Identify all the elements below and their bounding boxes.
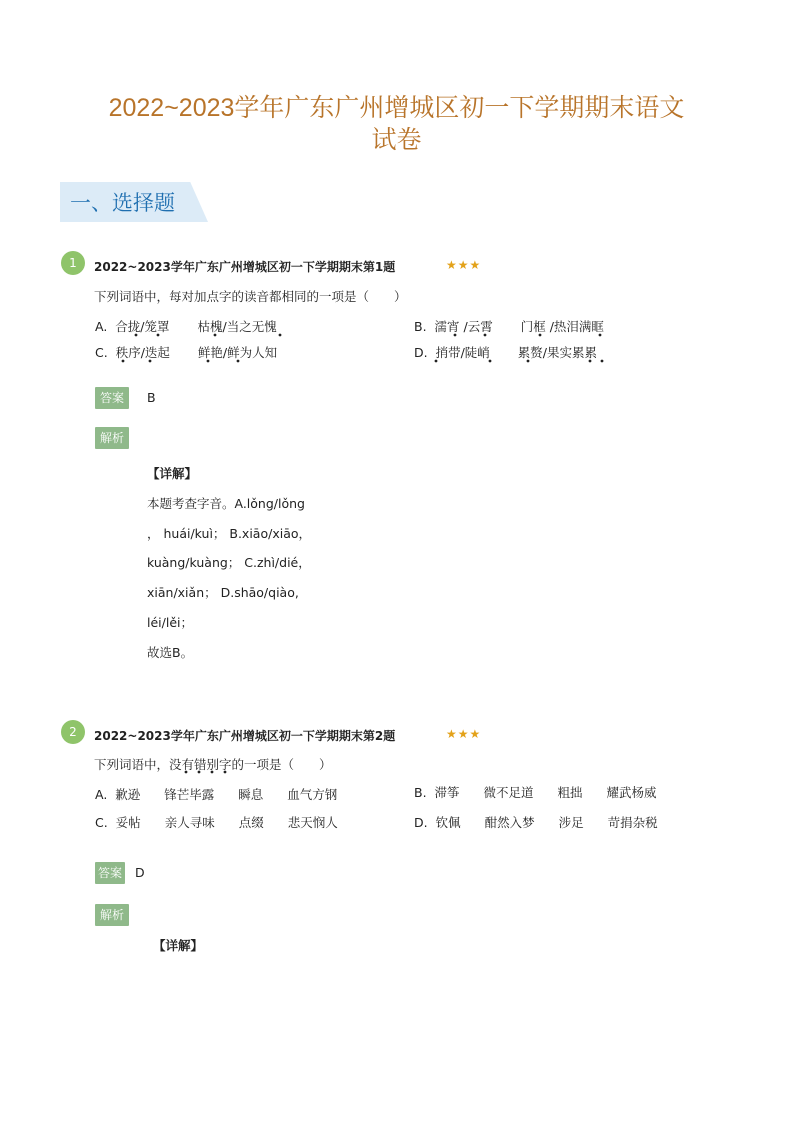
title-line-1: 2022~2023学年广东广州增城区初一下学期期末语文 bbox=[108, 94, 685, 122]
emphasis-dot bbox=[122, 360, 125, 363]
analysis-tag: 解析 bbox=[95, 427, 129, 449]
emphasis-dot bbox=[539, 334, 542, 337]
emphasis-dot bbox=[601, 360, 604, 363]
option-part: 枯槐/当之无愧 bbox=[197, 319, 277, 334]
option-part: 瞬息 bbox=[238, 787, 264, 802]
option-part: 歉逊 bbox=[115, 787, 141, 802]
emphasis-dot bbox=[135, 334, 138, 337]
emphasis-dot bbox=[157, 334, 160, 337]
option-part: 门框 /热泪满眶 bbox=[520, 319, 604, 334]
emphasis-dot bbox=[279, 334, 282, 337]
explanation-line: 故选B。 bbox=[147, 645, 194, 660]
option-part: 濡宵 /云霄 bbox=[434, 319, 493, 334]
answer-value: B bbox=[147, 390, 156, 405]
option-label: C. bbox=[95, 815, 108, 830]
difficulty-stars: ★★★ bbox=[446, 727, 482, 741]
emphasis-dot bbox=[527, 360, 530, 363]
question-number-badge: 1 bbox=[61, 251, 85, 275]
option-part: 锋芒毕露 bbox=[164, 787, 215, 802]
option-label: B. bbox=[414, 785, 427, 800]
explanation-line: xiān/xiǎn； D.shāo/qiào, bbox=[147, 585, 299, 600]
title-line-2: 试卷 bbox=[371, 126, 422, 154]
emphasis-dot bbox=[484, 334, 487, 337]
option-part: 滞筝 bbox=[434, 785, 460, 800]
option-part: 秩序/迭起 bbox=[115, 345, 170, 360]
option-c bbox=[95, 813, 338, 831]
option-label: B. bbox=[414, 319, 427, 334]
option-d bbox=[414, 813, 658, 831]
option-part: 点缀 bbox=[238, 815, 264, 830]
answer-value: D bbox=[135, 865, 145, 880]
option-part: 微不足道 bbox=[483, 785, 534, 800]
option-label: D. bbox=[414, 815, 428, 830]
emphasis-dot bbox=[237, 360, 240, 363]
option-part: 妥帖 bbox=[115, 815, 141, 830]
option-label: A. bbox=[95, 787, 108, 802]
emphasis-dot bbox=[599, 334, 602, 337]
explanation-heading: 【详解】 bbox=[153, 938, 204, 953]
emphasis-dot bbox=[207, 360, 210, 363]
answer-tag: 答案 bbox=[95, 387, 129, 409]
emphasis-dot bbox=[149, 360, 152, 363]
analysis-tag: 解析 bbox=[95, 904, 129, 926]
question-stem: 下列词语中，没有错别字的一项是（ ） bbox=[94, 757, 332, 772]
option-label: D. bbox=[414, 345, 428, 360]
option-a bbox=[95, 785, 337, 803]
explanation-line: ， huái/kuì； B.xiāo/xiāo， bbox=[147, 526, 312, 541]
difficulty-stars: ★★★ bbox=[446, 258, 482, 272]
question-source[interactable]: 2022~2023学年广东广州增城区初一下学期期末第1题 bbox=[94, 260, 396, 274]
emphasis-dot bbox=[214, 334, 217, 337]
answer-tag: 答案 bbox=[95, 862, 125, 884]
option-part: 苛捐杂税 bbox=[607, 815, 658, 830]
question-source[interactable]: 2022~2023学年广东广州增城区初一下学期期末第2题 bbox=[94, 729, 396, 743]
option-part: 酣然入梦 bbox=[484, 815, 535, 830]
option-part: 亲人寻味 bbox=[164, 815, 215, 830]
emphasis-dot bbox=[435, 360, 438, 363]
option-part: 合拢/笼罩 bbox=[115, 319, 170, 334]
explanation-heading: 【详解】 bbox=[147, 466, 198, 481]
explanation-line: kuàng/kuàng； C.zhì/dié， bbox=[147, 555, 311, 570]
option-part: 钦佩 bbox=[435, 815, 461, 830]
option-label: A. bbox=[95, 319, 108, 334]
emphasis-dot bbox=[589, 360, 592, 363]
option-part: 悲天悯人 bbox=[287, 815, 338, 830]
emphasis-dot bbox=[489, 360, 492, 363]
option-part: 捎带/陡峭 bbox=[435, 345, 490, 360]
option-part: 鲜艳/鲜为人知 bbox=[197, 345, 278, 360]
option-part: 耀武杨威 bbox=[606, 785, 657, 800]
explanation-line: 本题考查字音。A.lǒng/lǒng bbox=[147, 496, 305, 511]
option-label: C. bbox=[95, 345, 108, 360]
option-part: 涉足 bbox=[558, 815, 584, 830]
option-part: 累赘/果实累累 bbox=[517, 345, 598, 360]
option-b bbox=[414, 783, 657, 801]
option-part: 粗拙 bbox=[557, 785, 583, 800]
option-part: 血气方钢 bbox=[287, 787, 338, 802]
question-stem: 下列词语中，每对加点字的读音都相同的一项是（ ） bbox=[94, 289, 407, 304]
explanation-line: léi/lěi； bbox=[147, 615, 193, 630]
emphasis-dot bbox=[454, 334, 457, 337]
section-title: 一、选择题 bbox=[70, 191, 175, 215]
question-number-badge: 2 bbox=[61, 720, 85, 744]
